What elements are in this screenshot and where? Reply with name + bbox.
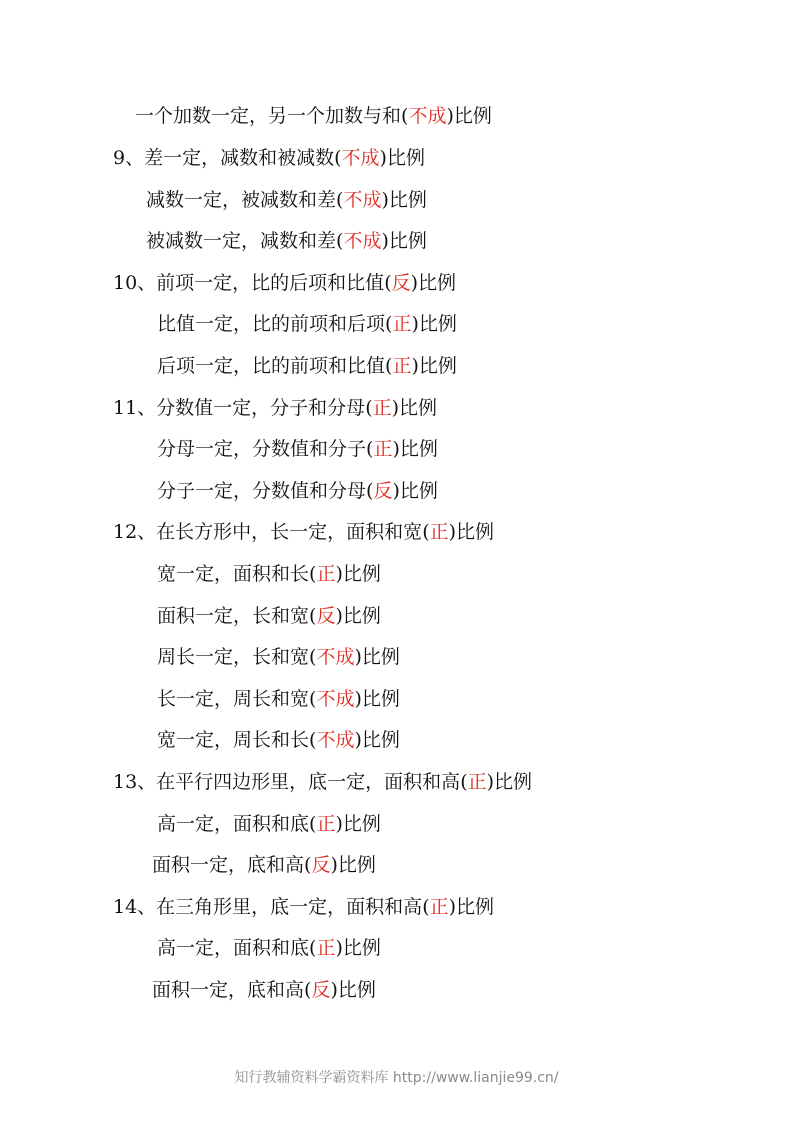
- line-suffix: 比例: [342, 813, 381, 835]
- answer: 不成: [343, 230, 382, 252]
- line-text: 12、在长方形中，长一定，面积和宽: [113, 521, 423, 543]
- page-footer: 知行教辅资料学霸资料库 http://www.lianjie99.cn/: [234, 1070, 559, 1086]
- answer: 正: [429, 521, 449, 543]
- line-suffix: 比例: [456, 896, 495, 918]
- line-22: 面积一定，底和高(反)比例: [152, 979, 376, 1001]
- line-text: 周长一定，长和宽: [157, 646, 310, 668]
- line-suffix: 比例: [361, 729, 400, 751]
- line-9: 分母一定，分数值和分子(正)比例: [157, 438, 438, 460]
- answer: 反: [391, 272, 411, 294]
- answer: 正: [392, 313, 412, 335]
- answer: 正: [316, 563, 336, 585]
- line-text: 面积一定，长和宽: [157, 605, 310, 627]
- line-15: 长一定，周长和宽(不成)比例: [157, 688, 400, 710]
- line-10: 分子一定，分数值和分母(反)比例: [157, 480, 438, 502]
- line-suffix: 比例: [386, 147, 425, 169]
- answer: 正: [372, 397, 392, 419]
- line-suffix: 比例: [361, 688, 400, 710]
- line-4: 被减数一定，减数和差(不成)比例: [146, 230, 427, 252]
- line-suffix: 比例: [361, 646, 400, 668]
- answer: 不成: [341, 147, 380, 169]
- answer: 正: [373, 438, 393, 460]
- line-5: 10、前项一定，比的后项和比值(反)比例: [113, 272, 457, 294]
- answer: 反: [311, 854, 331, 876]
- line-1: 一个加数一定，另一个加数与和(不成)比例: [135, 105, 492, 127]
- line-suffix: 比例: [337, 854, 376, 876]
- line-14: 周长一定，长和宽(不成)比例: [157, 646, 400, 668]
- answer: 不成: [316, 646, 355, 668]
- line-suffix: 比例: [453, 105, 492, 127]
- line-text: 宽一定，周长和长: [157, 729, 310, 751]
- line-suffix: 比例: [342, 937, 381, 959]
- line-text: 10、前项一定，比的后项和比值: [113, 272, 385, 294]
- answer: 不成: [316, 688, 355, 710]
- line-text: 分母一定，分数值和分子: [157, 438, 367, 460]
- line-21: 高一定，面积和底(正)比例: [157, 937, 381, 959]
- line-suffix: 比例: [388, 230, 427, 252]
- line-12: 宽一定，面积和长(正)比例: [157, 563, 381, 585]
- line-suffix: 比例: [418, 355, 457, 377]
- line-7: 后项一定，比的前项和比值(正)比例: [157, 355, 457, 377]
- answer: 正: [429, 896, 449, 918]
- line-suffix: 比例: [399, 397, 438, 419]
- line-suffix: 比例: [456, 521, 495, 543]
- line-13: 面积一定，长和宽(反)比例: [157, 605, 381, 627]
- line-text: 高一定，面积和底: [157, 937, 310, 959]
- line-suffix: 比例: [342, 605, 381, 627]
- line-suffix: 比例: [418, 313, 457, 335]
- line-11: 12、在长方形中，长一定，面积和宽(正)比例: [113, 521, 495, 543]
- line-text: 比值一定，比的前项和后项: [157, 313, 386, 335]
- line-text: 后项一定，比的前项和比值: [157, 355, 386, 377]
- line-18: 高一定，面积和底(正)比例: [157, 813, 381, 835]
- line-suffix: 比例: [337, 979, 376, 1001]
- answer: 反: [373, 480, 393, 502]
- line-16: 宽一定，周长和长(不成)比例: [157, 729, 400, 751]
- line-20: 14、在三角形里，底一定，面积和高(正)比例: [113, 896, 495, 918]
- line-text: 13、在平行四边形里，底一定，面积和高: [113, 771, 461, 793]
- line-text: 11、分数值一定，分子和分母: [113, 397, 366, 419]
- answer: 反: [316, 605, 336, 627]
- line-text: 被减数一定，减数和差: [146, 230, 337, 252]
- answer: 不成: [316, 729, 355, 751]
- line-text: 9、差一定，减数和被减数: [113, 147, 335, 169]
- answer: 正: [467, 771, 487, 793]
- line-text: 宽一定，面积和长: [157, 563, 310, 585]
- answer: 不成: [408, 105, 447, 127]
- line-6: 比值一定，比的前项和后项(正)比例: [157, 313, 457, 335]
- line-text: 高一定，面积和底: [157, 813, 310, 835]
- answer: 不成: [343, 189, 382, 211]
- line-suffix: 比例: [388, 189, 427, 211]
- line-19: 面积一定，底和高(反)比例: [152, 854, 376, 876]
- line-suffix: 比例: [418, 272, 457, 294]
- line-suffix: 比例: [399, 480, 438, 502]
- line-17: 13、在平行四边形里，底一定，面积和高(正)比例: [113, 771, 533, 793]
- answer: 反: [311, 979, 331, 1001]
- answer: 正: [316, 813, 336, 835]
- line-text: 14、在三角形里，底一定，面积和高: [113, 896, 423, 918]
- line-text: 一个加数一定，另一个加数与和: [135, 105, 402, 127]
- line-text: 长一定，周长和宽: [157, 688, 310, 710]
- answer: 正: [392, 355, 412, 377]
- line-2: 9、差一定，减数和被减数(不成)比例: [113, 147, 425, 169]
- line-suffix: 比例: [399, 438, 438, 460]
- line-suffix: 比例: [342, 563, 381, 585]
- line-text: 减数一定，被减数和差: [146, 189, 337, 211]
- line-suffix: 比例: [494, 771, 533, 793]
- line-text: 分子一定，分数值和分母: [157, 480, 367, 502]
- line-text: 面积一定，底和高: [152, 854, 305, 876]
- answer: 正: [316, 937, 336, 959]
- line-3: 减数一定，被减数和差(不成)比例: [146, 189, 427, 211]
- line-8: 11、分数值一定，分子和分母(正)比例: [113, 397, 438, 419]
- line-text: 面积一定，底和高: [152, 979, 305, 1001]
